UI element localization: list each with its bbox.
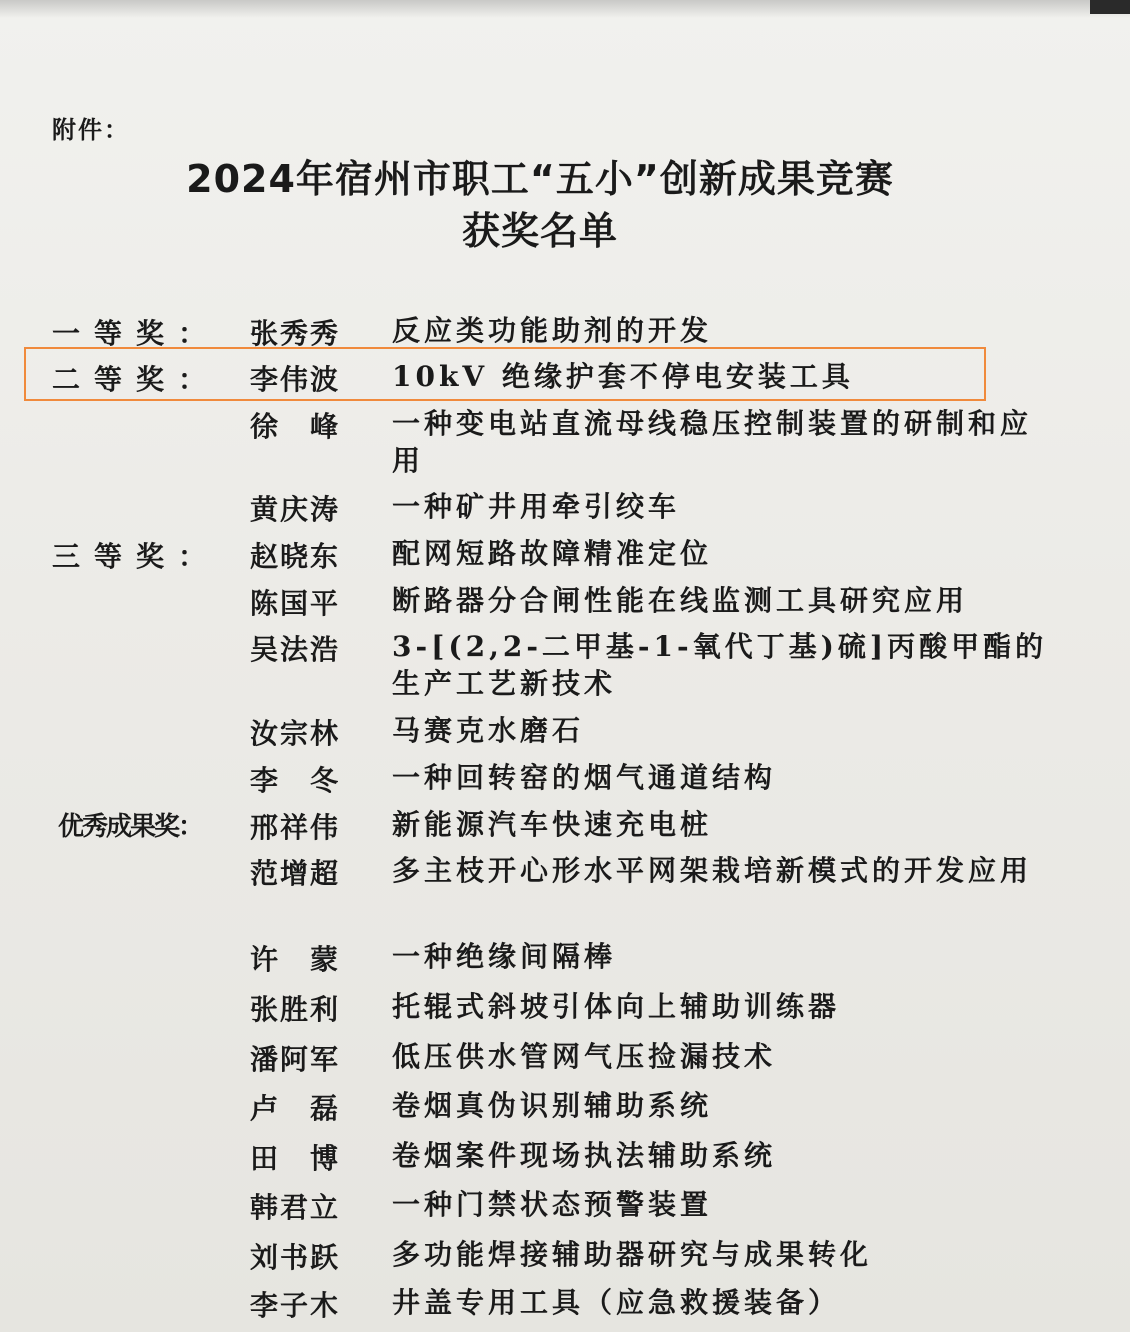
project-title: 配网短路故障精准定位 — [392, 537, 713, 570]
project-title: 断路器分合闸性能在线监测工具研究应用 — [392, 584, 969, 617]
attachment-label: 附件： — [52, 116, 130, 144]
project-title: 多主枝开心形水平网架栽培新模式的开发应用 — [392, 854, 1033, 887]
top-edge-shadow — [0, 0, 1130, 18]
award-category: 二等奖： — [52, 363, 221, 396]
winner-name: 韩君立 — [250, 1191, 341, 1224]
award-category: 一等奖： — [52, 317, 221, 350]
winner-name: 李 冬 — [250, 764, 341, 797]
winner-name: 徐 峰 — [250, 410, 341, 443]
winner-name: 范增超 — [250, 857, 341, 890]
project-title: 一种矿井用牵引绞车 — [392, 490, 681, 523]
award-category: 优秀成果奖： — [58, 812, 203, 842]
project-title: 低压供水管网气压捡漏技术 — [392, 1040, 777, 1073]
winner-name: 陈国平 — [250, 587, 341, 620]
award-category: 三等奖： — [52, 540, 221, 573]
project-title: 卷烟真伪识别辅助系统 — [392, 1089, 713, 1122]
project-title: 多功能焊接辅助器研究与成果转化 — [392, 1238, 873, 1271]
winner-name: 李伟波 — [250, 363, 341, 396]
winner-name: 邢祥伟 — [250, 811, 341, 844]
document-title-line1: 2024年宿州市职工“五小”创新成果竞赛 — [186, 157, 894, 201]
winner-name: 刘书跃 — [250, 1241, 341, 1274]
project-title: 卷烟案件现场执法辅助系统 — [392, 1139, 777, 1172]
project-title: 马赛克水磨石 — [392, 714, 585, 747]
document-title-line2: 获奖名单 — [461, 209, 618, 253]
winner-name: 黄庆涛 — [250, 493, 341, 526]
winner-name: 田 博 — [250, 1142, 341, 1175]
project-title: 10kV 绝缘护套不停电安装工具 — [392, 360, 854, 393]
project-title: 反应类功能助剂的开发 — [392, 314, 713, 347]
winner-name: 汝宗林 — [250, 717, 341, 750]
winner-name: 赵晓东 — [250, 540, 341, 573]
winner-name: 许 蒙 — [250, 943, 341, 976]
project-title: 新能源汽车快速充电桩 — [392, 808, 713, 841]
corner-background — [1090, 0, 1130, 14]
project-title: 井盖专用工具（应急救援装备） — [392, 1286, 841, 1319]
project-title: 一种变电站直流母线稳压控制装置的研制和应用 — [392, 407, 1033, 477]
winner-name: 吴法浩 — [250, 633, 341, 666]
winner-name: 张秀秀 — [250, 317, 341, 350]
winner-name: 张胜利 — [250, 993, 341, 1026]
project-title: 3-[(2,2-二甲基-1-氧代丁基)硫]丙酸甲酯的生产工艺新技术 — [392, 630, 1048, 700]
winner-name: 李子木 — [250, 1289, 341, 1322]
project-title: 一种门禁状态预警装置 — [392, 1188, 713, 1221]
project-title: 托辊式斜坡引体向上辅助训练器 — [392, 990, 841, 1023]
winner-name: 卢 磊 — [250, 1092, 341, 1125]
project-title: 一种回转窑的烟气通道结构 — [392, 761, 777, 794]
project-title: 一种绝缘间隔棒 — [392, 940, 617, 973]
winner-name: 潘阿军 — [250, 1043, 341, 1076]
